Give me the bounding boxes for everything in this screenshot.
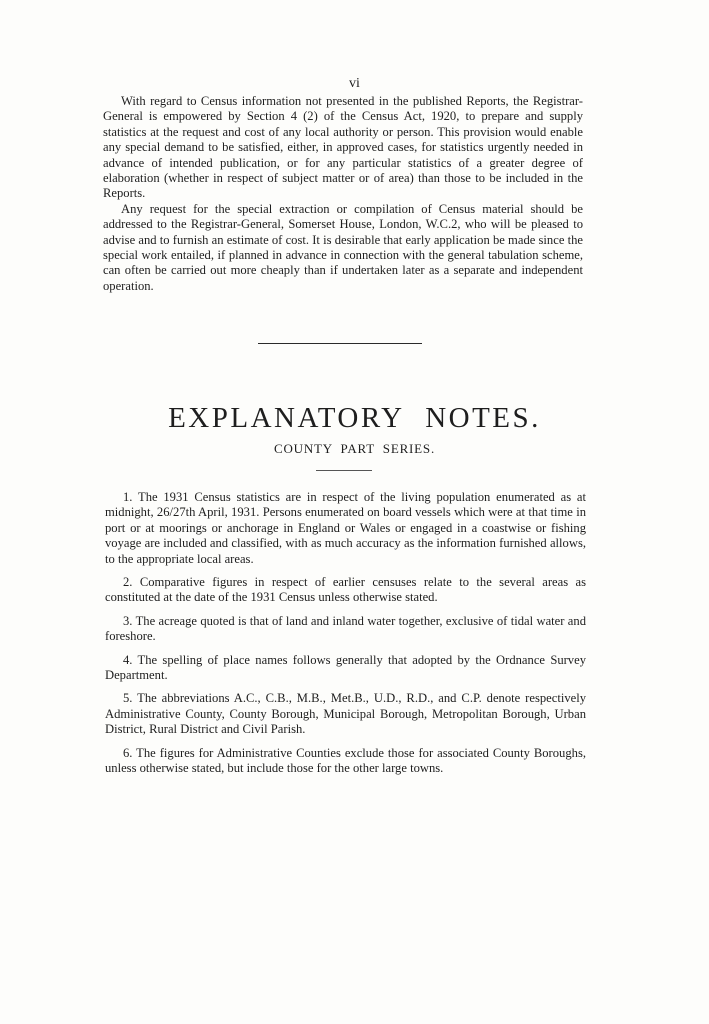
note-item: 4. The spelling of place names follows generally that adopted by the Ordnance Survey Department.: [105, 652, 586, 683]
intro-section: [103, 94, 583, 294]
page-subtitle: COUNTY PART SERIES.: [274, 441, 435, 456]
title-divider: [316, 470, 372, 471]
note-item: 1. The 1931 Census statistics are in respect of the living population enumerated as at midnight, 26/27th April, 1931. Persons enumerated on board vessels which were at that time in port or at moorings or anchorage in England or Wales or engaged in a coastwise or fishing voyage are included and classified, with as much accuracy as the information furnished allows, to the appropriate local areas.: [105, 490, 586, 566]
note-item: 6. The figures for Administrative Counties exclude those for associated County Boroughs, unless otherwise stated, but include those for the other large towns.: [105, 745, 586, 776]
section-divider: [258, 343, 422, 344]
note-item: 5. The abbreviations A.C., C.B., M.B., Met.B., U.D., R.D., and C.P. denote respectively Administrative County, County Borough, Municipal Borough, Metropolitan Borough, Urban District, Rural District and Civil Parish.: [105, 691, 586, 737]
page-number: vi: [349, 76, 360, 91]
page-title: EXPLANATORY NOTES.: [168, 402, 541, 434]
intro-paragraph: With regard to Census information not presented in the published Reports, the Registrar-General is empowered by Section 4 (2) of the Census Act, 1920, to prepare and supply statistics at the request and cost of any local authority or person. This provision would enable any special demand to be satisfied, either, in approved cases, for statistics urgently needed in advance of intended publication, or for any particular statistics of a greater degree of elaboration (whether in respect of subject matter or of area) than those to be included in the Reports.: [103, 94, 583, 201]
note-item: 3. The acreage quoted is that of land and inland water together, exclusive of tidal water and foreshore.: [105, 613, 586, 644]
note-item: 2. Comparative figures in respect of earlier censuses relate to the several areas as constituted at the date of the 1931 Census unless otherwise stated.: [105, 575, 586, 605]
intro-paragraph: Any request for the special extraction or compilation of Census material should be addressed to the Registrar-General, Somerset House, London, W.C.2, who will be pleased to advise and to furnish an estimate of cost. It is desirable that early application be made since the special work entailed, if planned in advance in connection with the general tabulation scheme, can often be carried out more cheaply than if undertaken later as a separate and independent operation.: [103, 201, 583, 293]
notes-list: [105, 490, 586, 785]
